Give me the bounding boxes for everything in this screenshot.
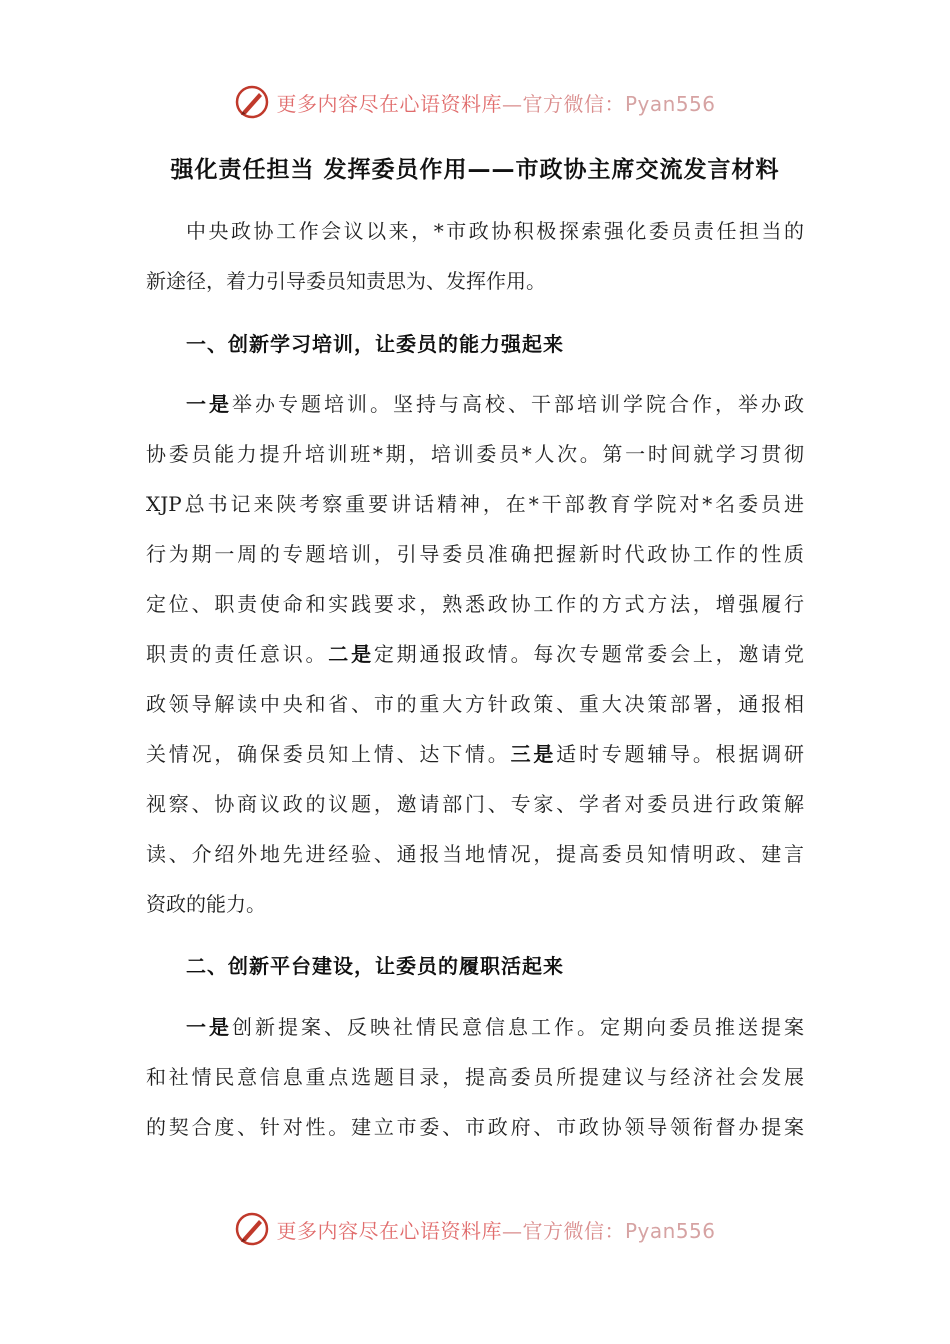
watermark-part1: 更多内容尽在心语资料库 (276, 1218, 502, 1243)
watermark-banner-bottom (0, 1209, 950, 1249)
section1-heading: 一、创新学习培训，让委员的能力强起来 (186, 332, 564, 356)
section1-line-6 (146, 640, 804, 668)
section1-line-5: 定位、职责使命和实践要求，熟悉政协工作的方式方法，增强履行 (146, 592, 804, 616)
section2-line-3: 的契合度、针对性。建立市委、市政府、市政协领导领衔督办提案 (146, 1115, 804, 1139)
section2-line-1 (186, 1013, 804, 1041)
section1-line-2: 协委员能力提升培训班*期，培训委员*人次。第一时间就学习贯彻 (146, 442, 804, 466)
section1-line-4: 行为期一周的专题培训，引导委员准确把握新时代政协工作的性质 (146, 542, 804, 566)
watermark-text (276, 1215, 715, 1244)
section1-line-1 (186, 390, 804, 418)
section1-line-7: 政领导解读中央和省、市的重大方针政策、重大决策部署，通报相 (146, 692, 804, 716)
lead-yi-shi: 一是 (186, 392, 232, 416)
section1-line-1-text: 举办专题培训。坚持与高校、干部培训学院合作，举办政 (232, 392, 804, 416)
lead-er-shi: 二是 (328, 642, 374, 666)
intro-line-1: 中央政协工作会议以来，*市政协积极探索强化委员责任担当的 (186, 219, 804, 243)
section2-line-1-text: 创新提案、反映社情民意信息工作。定期向委员推送提案 (232, 1015, 804, 1039)
section1-line-8-text: 关情况，确保委员知上情、达下情。 (146, 742, 511, 766)
section1-line-3: XJP总书记来陕考察重要讲话精神，在*干部教育学院对*名委员进 (146, 492, 804, 516)
section1-line-6-text2: 定期通报政情。每次专题常委会上，邀请党 (373, 642, 805, 666)
section2-line-2: 和社情民意信息重点选题目录，提高委员所提建议与经济社会发展 (146, 1065, 804, 1089)
pen-logo-icon (234, 84, 270, 120)
watermark-part2: —官方微信： (501, 1218, 625, 1243)
pen-logo-icon (234, 1211, 270, 1247)
watermark-wechat: Pyan556 (624, 1218, 716, 1243)
section2-heading: 二、创新平台建设，让委员的履职活起来 (186, 954, 564, 978)
section1-line-9: 视察、协商议政的议题，邀请部门、专家、学者对委员进行政策解 (146, 792, 804, 816)
watermark-text (276, 88, 715, 117)
section1-line-11: 资政的能力。 (146, 892, 266, 916)
intro-line-2: 新途径，着力引导委员知责思为、发挥作用。 (146, 269, 546, 293)
lead-san-shi: 三是 (510, 742, 557, 766)
document-title: 强化责任担当 发挥委员作用——市政协主席交流发言材料 (170, 157, 780, 183)
lead-yi-shi-2: 一是 (186, 1015, 232, 1039)
section1-line-6-text: 职责的责任意识。 (146, 642, 329, 666)
section1-line-8 (146, 740, 804, 768)
watermark-wechat: Pyan556 (624, 91, 716, 116)
watermark-part2: —官方微信： (501, 91, 625, 116)
section1-line-8-text2: 适时专题辅导。根据调研 (556, 742, 805, 766)
watermark-banner-top (0, 82, 950, 122)
watermark-part1: 更多内容尽在心语资料库 (276, 91, 502, 116)
section1-line-10: 读、介绍外地先进经验、通报当地情况，提高委员知情明政、建言 (146, 842, 804, 866)
